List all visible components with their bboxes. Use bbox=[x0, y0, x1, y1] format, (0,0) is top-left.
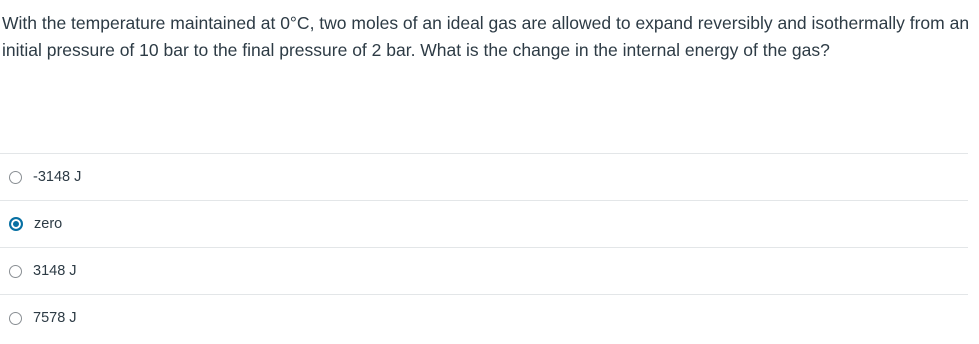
question-text: With the temperature maintained at 0°C, two moles of an ideal gas are allowed to expand reversibly and isothermally from an initial pressure of 10 bar to the final pressure of 2 bar. What is the change in the internal energy of the gas? bbox=[2, 13, 970, 60]
answer-option-2[interactable] bbox=[0, 200, 968, 247]
answer-list bbox=[0, 153, 968, 341]
radio-selected-icon[interactable] bbox=[9, 217, 23, 231]
answer-label: zero bbox=[34, 216, 63, 232]
answer-option-3[interactable] bbox=[0, 247, 968, 294]
radio-unselected-icon[interactable] bbox=[9, 265, 22, 278]
radio-unselected-icon[interactable] bbox=[9, 312, 22, 325]
answer-label: 3148 J bbox=[33, 263, 77, 279]
answer-option-1[interactable] bbox=[0, 153, 968, 200]
radio-unselected-icon[interactable] bbox=[9, 171, 22, 184]
answer-option-4[interactable] bbox=[0, 294, 968, 341]
answer-label: 7578 J bbox=[33, 310, 77, 326]
answer-label: -3148 J bbox=[33, 169, 82, 185]
